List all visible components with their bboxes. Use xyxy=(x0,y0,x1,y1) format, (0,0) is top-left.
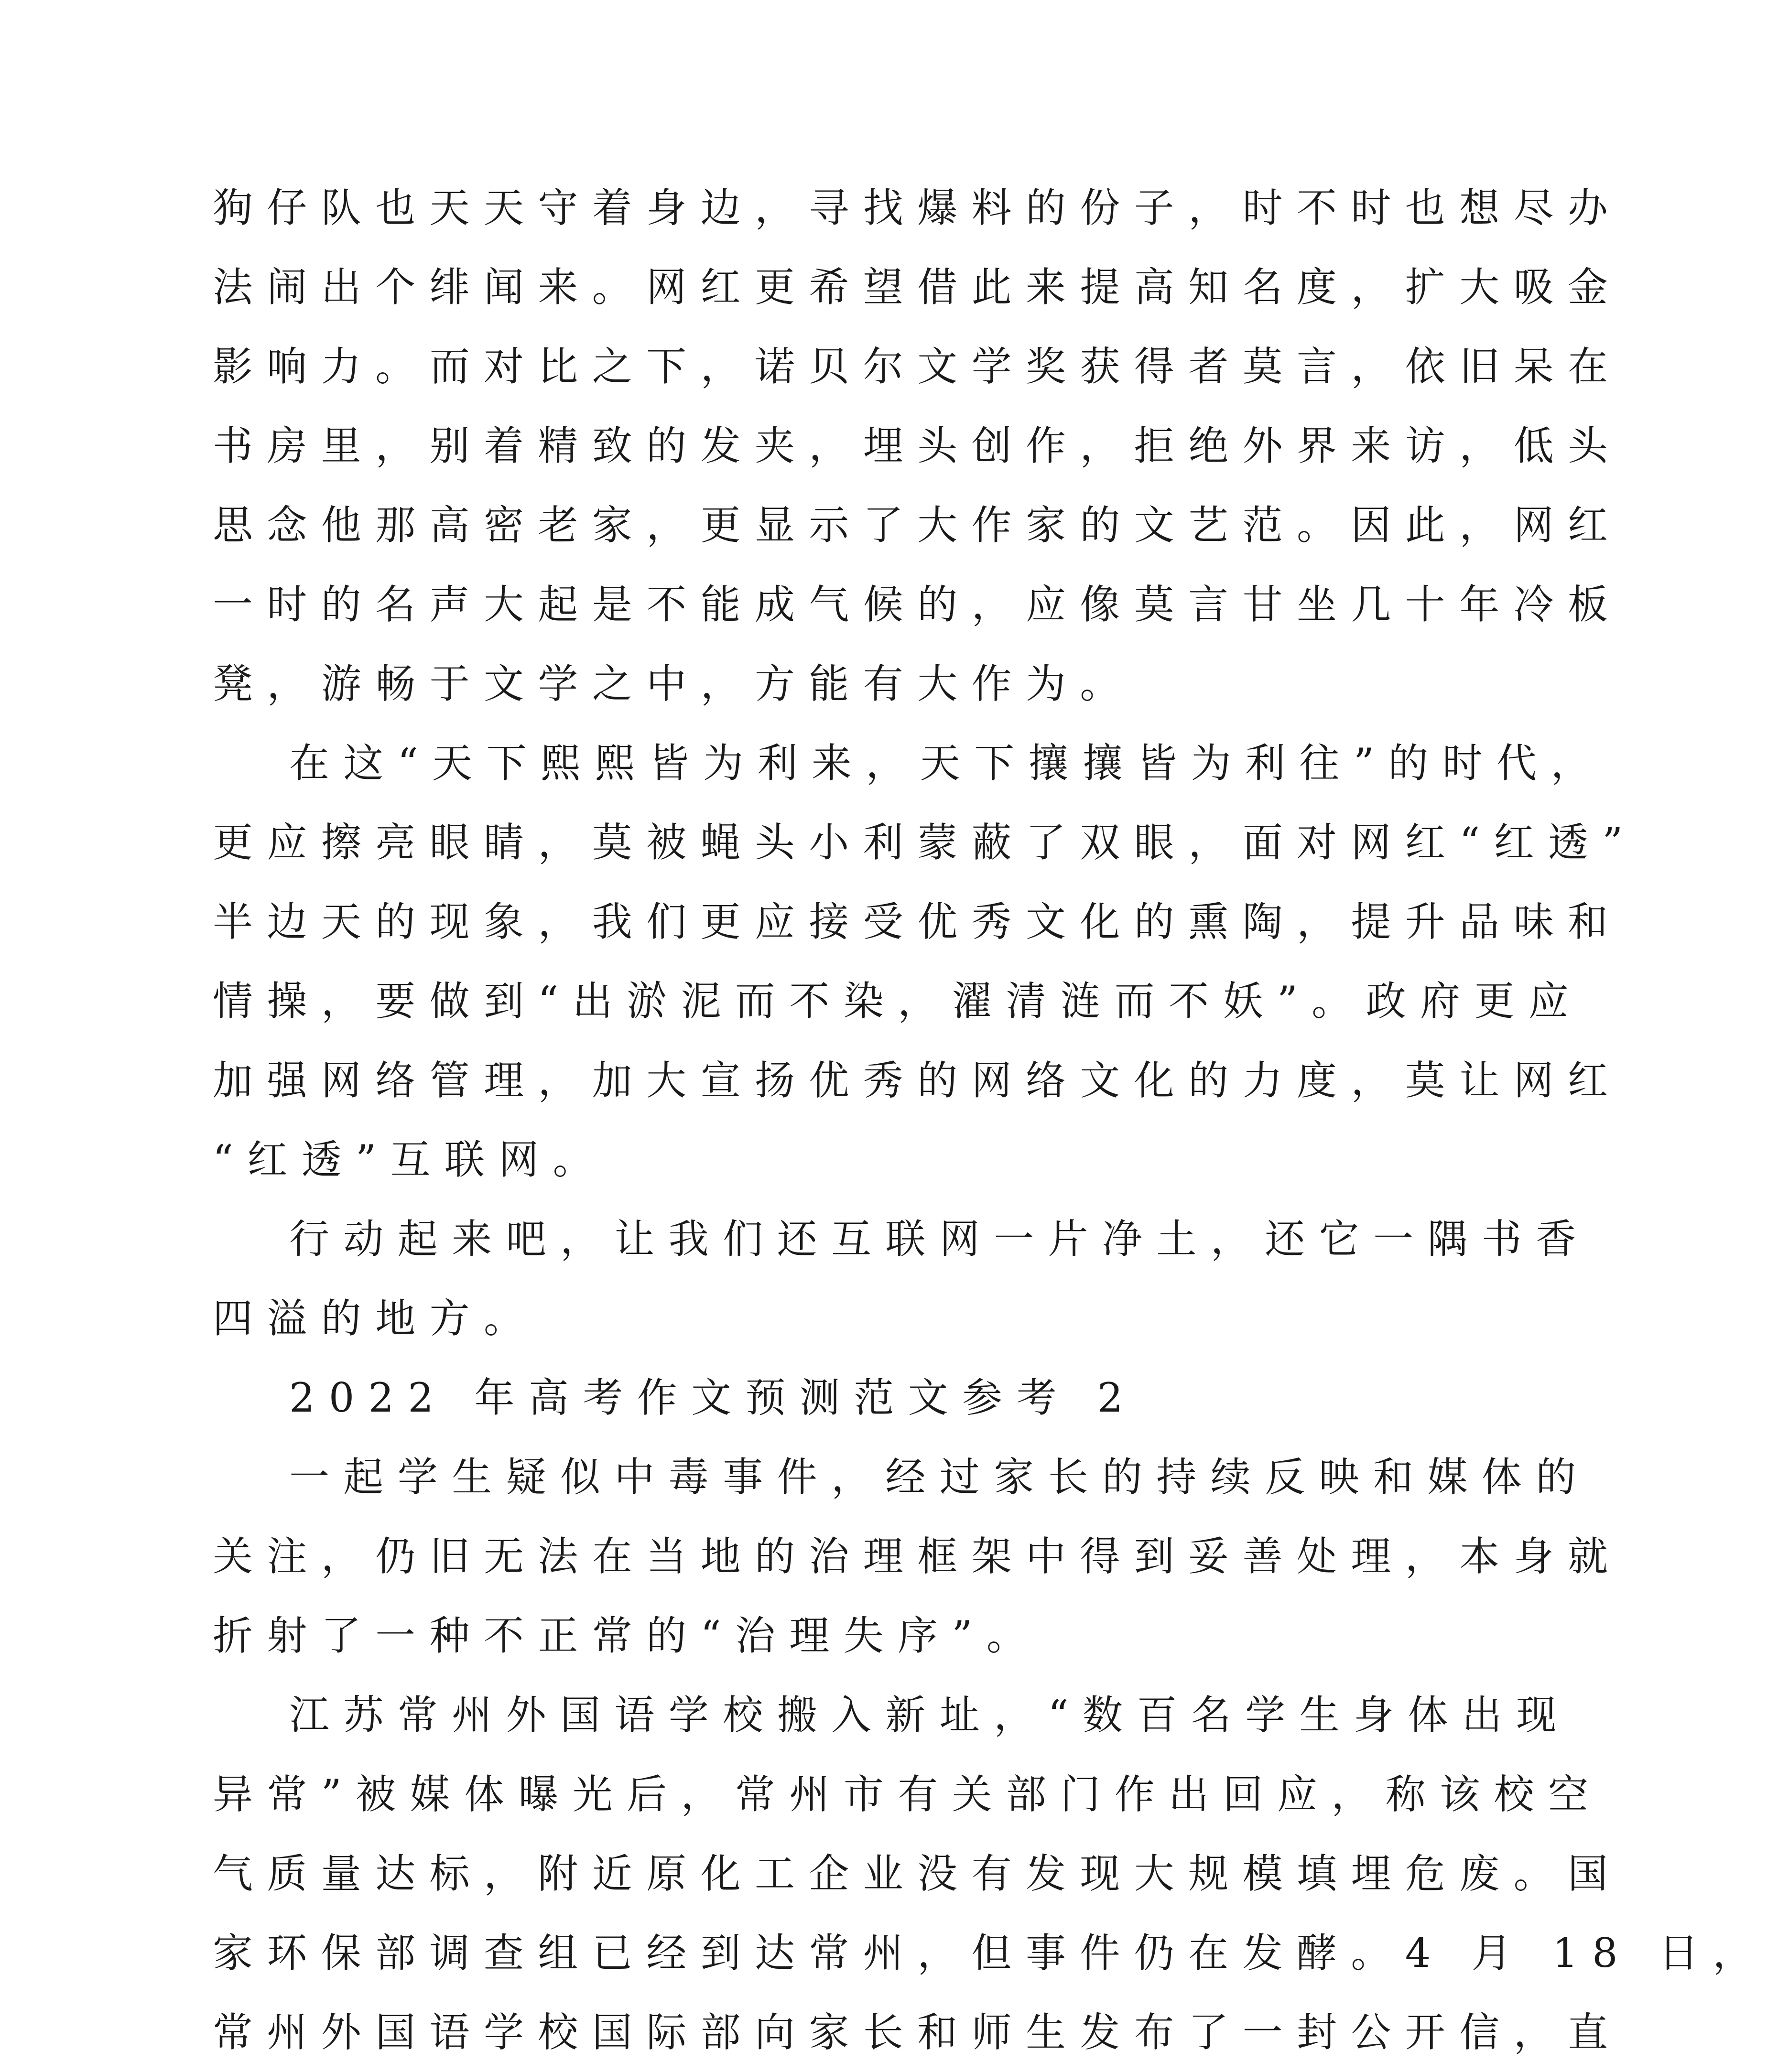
body-text xyxy=(213,168,1767,2072)
text-line: 关注，仍旧无法在当地的治理框架中得到妥善处理，本身就 xyxy=(213,1533,1622,1580)
text-line: 凳，游畅于文学之中，方能有大作为。 xyxy=(213,660,1134,707)
text-line: 家环保部调查组已经到达常州，但事件仍在发酵。4 月 18 日， xyxy=(213,1930,1767,1976)
text-line: 更应擦亮眼睛，莫被蝇头小利蒙蔽了双眼，面对网红“红透” xyxy=(213,819,1637,866)
text-line: 异常”被媒体曝光后，常州市有关部门作出回应，称该校空 xyxy=(213,1771,1603,1818)
section-heading: 2022 年高考作文预测范文参考 2 xyxy=(289,1374,1137,1421)
text-line: “红透”互联网。 xyxy=(213,1136,607,1183)
text-line: 影响力。而对比之下，诺贝尔文学奖获得者莫言，依旧呆在 xyxy=(213,343,1622,390)
text-line: 折射了一种不正常的“治理失序”。 xyxy=(213,1612,1041,1659)
paragraph-first-line: 江苏常州外国语学校搬入新址，“数百名学生身体出现 xyxy=(289,1692,1571,1738)
text-line: 加强网络管理，加大宣扬优秀的网络文化的力度，莫让网红 xyxy=(213,1057,1622,1104)
text-line: 情操，要做到“出淤泥而不染，濯清涟而不妖”。政府更应 xyxy=(213,978,1583,1025)
text-line: 常州外国语学校国际部向家长和师生发布了一封公开信，直 xyxy=(213,2009,1622,2056)
text-line: 一时的名声大起是不能成气候的，应像莫言甘坐几十年冷板 xyxy=(213,581,1622,628)
paragraph-first-line: 行动起来吧，让我们还互联网一片净土，还它一隅书香 xyxy=(289,1216,1590,1263)
text-line: 四溢的地方。 xyxy=(213,1295,538,1342)
text-line: 思念他那高密老家，更显示了大作家的文艺范。因此，网红 xyxy=(213,502,1622,549)
paragraph-first-line: 在这“天下熙熙皆为利来，天下攘攘皆为利往”的时代， xyxy=(289,740,1605,787)
text-line: 气质量达标，附近原化工企业没有发现大规模填埋危废。国 xyxy=(213,1850,1622,1897)
text-line: 半边天的现象，我们更应接受优秀文化的熏陶，提升品味和 xyxy=(213,898,1622,945)
text-line: 狗仔队也天天守着身边，寻找爆料的份子，时不时也想尽办 xyxy=(213,184,1622,231)
text-line: 书房里，别着精致的发夹，埋头创作，拒绝外界来访，低头 xyxy=(213,422,1622,469)
text-line: 法闹出个绯闻来。网红更希望借此来提高知名度，扩大吸金 xyxy=(213,264,1622,311)
paragraph-first-line: 一起学生疑似中毒事件，经过家长的持续反映和媒体的 xyxy=(289,1454,1590,1500)
